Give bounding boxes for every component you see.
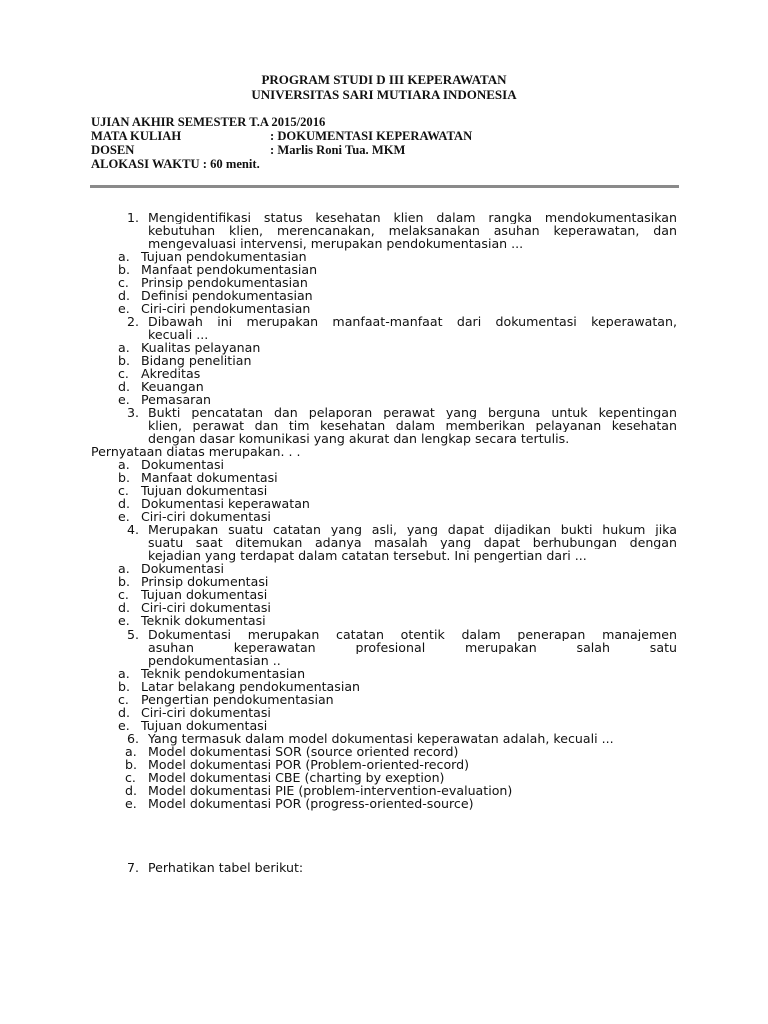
- option-text: Pemasaran: [141, 392, 212, 407]
- option-text: Dokumentasi: [141, 457, 225, 472]
- option-letter: d.: [118, 379, 130, 394]
- option-text: Definisi pendokumentasian: [141, 288, 313, 303]
- question-text-line: pendokumentasian ..: [148, 653, 281, 668]
- option-text: Teknik dokumentasi: [141, 613, 266, 628]
- option-text: Manfaat pendokumentasian: [141, 262, 318, 277]
- option-letter: e.: [118, 613, 130, 628]
- option-letter: b.: [118, 353, 130, 368]
- question-text-line: Dibawah ini merupakan manfaat-manfaat dari dokumentasi keperawatan,: [148, 315, 677, 328]
- question-text-line: Dokumentasi merupakan catatan otentik dalam penerapan manajemen: [148, 628, 677, 641]
- option-text: Model dokumentasi SOR (source oriented record): [148, 744, 459, 759]
- question-text-line: mengevaluasi intervensi, merupakan pendokumentasian ...: [148, 236, 524, 251]
- option-letter: b.: [125, 757, 137, 772]
- question-statement: Pernyataan diatas merupakan. . .: [91, 444, 301, 459]
- question-text-line: Yang termasuk dalam model dokumentasi keperawatan adalah, kecuali ...: [148, 731, 614, 746]
- option-text: Latar belakang pendokumentasian: [141, 679, 361, 694]
- option-letter: b.: [118, 574, 130, 589]
- header-divider: [90, 185, 679, 188]
- option-letter: c.: [118, 587, 129, 602]
- question-text-line: Mengidentifikasi status kesehatan klien dalam rangka mendokumentasikan: [148, 211, 677, 224]
- option-letter: e.: [118, 718, 130, 733]
- option-letter: b.: [118, 679, 130, 694]
- question-number: 2.: [127, 314, 140, 329]
- option-text: Model dokumentasi POR (Problem-oriented-record): [148, 757, 470, 772]
- option-letter: c.: [125, 770, 136, 785]
- option-letter: e.: [118, 509, 130, 524]
- option-text: Ciri-ciri pendokumentasian: [141, 301, 311, 316]
- option-text: Manfaat dokumentasi: [141, 470, 278, 485]
- option-letter: e.: [125, 796, 137, 811]
- question-text-line: Bukti pencatatan dan pelaporan perawat yang berguna untuk kepentingan: [148, 406, 677, 419]
- option-text: Dokumentasi: [141, 561, 225, 576]
- question-text-line: kebutuhan klien, merencanakan, melaksanakan asuhan keperawatan, dan: [148, 224, 677, 237]
- option-letter: e.: [118, 301, 130, 316]
- option-letter: c.: [118, 275, 129, 290]
- option-letter: b.: [118, 470, 130, 485]
- option-letter: a.: [125, 744, 137, 759]
- option-letter: a.: [118, 561, 130, 576]
- question-number: 7.: [127, 860, 140, 875]
- option-text: Ciri-ciri dokumentasi: [141, 600, 271, 615]
- course-label: MATA KULIAH: [91, 129, 182, 143]
- option-text: Prinsip pendokumentasian: [141, 275, 308, 290]
- time-allocation: ALOKASI WAKTU : 60 menit.: [91, 157, 260, 171]
- option-text: Model dokumentasi CBE (charting by exeption): [148, 770, 445, 785]
- program-title: PROGRAM STUDI D III KEPERAWATAN: [261, 72, 507, 87]
- option-text: Teknik pendokumentasian: [141, 666, 306, 681]
- question-number: 6.: [127, 731, 140, 746]
- option-letter: c.: [118, 483, 129, 498]
- option-letter: a.: [118, 457, 130, 472]
- option-text: Tujuan dokumentasi: [141, 718, 268, 733]
- option-letter: d.: [125, 783, 137, 798]
- question-number: 5.: [127, 627, 140, 642]
- option-text: Tujuan dokumentasi: [141, 483, 268, 498]
- option-letter: a.: [118, 666, 130, 681]
- option-text: Bidang penelitian: [141, 353, 252, 368]
- lecturer-value: : Marlis Roni Tua. MKM: [270, 143, 406, 157]
- question-text-line: Merupakan suatu catatan yang asli, yang dapat dijadikan bukti hukum jika: [148, 523, 677, 536]
- question-number: 3.: [127, 405, 140, 420]
- option-letter: d.: [118, 600, 130, 615]
- option-text: Kualitas pelayanan: [141, 340, 261, 355]
- option-letter: e.: [118, 392, 130, 407]
- option-text: Keuangan: [141, 379, 204, 394]
- question-text-line: dengan dasar komunikasi yang akurat dan lengkap secara tertulis.: [148, 431, 570, 446]
- question-text-line: kecuali ...: [148, 327, 209, 342]
- question-text-line: Perhatikan tabel berikut:: [148, 860, 304, 875]
- option-text: Pengertian pendokumentasian: [141, 692, 334, 707]
- option-letter: c.: [118, 692, 129, 707]
- option-text: Prinsip dokumentasi: [141, 574, 269, 589]
- option-letter: d.: [118, 705, 130, 720]
- option-text: Model dokumentasi PIE (problem-intervention-evaluation): [148, 783, 513, 798]
- option-letter: b.: [118, 262, 130, 277]
- option-text: Akreditas: [141, 366, 201, 381]
- option-letter: c.: [118, 366, 129, 381]
- question-number: 4.: [127, 522, 140, 537]
- option-letter: d.: [118, 288, 130, 303]
- course-value: : DOKUMENTASI KEPERAWATAN: [270, 129, 473, 143]
- question-text-line: kejadian yang terdapat dalam catatan tersebut. Ini pengertian dari ...: [148, 548, 587, 563]
- university-title: UNIVERSITAS SARI MUTIARA INDONESIA: [251, 87, 517, 102]
- question-text-line: asuhan keperawatan profesional merupakan salah satu: [148, 641, 677, 654]
- question-number: 1.: [127, 210, 140, 225]
- option-text: Ciri-ciri dokumentasi: [141, 509, 271, 524]
- option-text: Model dokumentasi POR (progress-oriented-source): [148, 796, 474, 811]
- exam-title: UJIAN AKHIR SEMESTER T.A 2015/2016: [91, 115, 326, 129]
- option-text: Tujuan dokumentasi: [141, 587, 268, 602]
- option-text: Tujuan pendokumentasian: [141, 249, 307, 264]
- question-text-line: suatu saat ditemukan adanya masalah yang dapat berhubungan dengan: [148, 536, 677, 549]
- question-text-line: klien, perawat dan tim kesehatan dalam memberikan pelayanan kesehatan: [148, 419, 677, 432]
- option-text: Ciri-ciri dokumentasi: [141, 705, 271, 720]
- option-letter: a.: [118, 340, 130, 355]
- lecturer-label: DOSEN: [91, 143, 135, 157]
- option-letter: a.: [118, 249, 130, 264]
- option-text: Dokumentasi keperawatan: [141, 496, 310, 511]
- option-letter: d.: [118, 496, 130, 511]
